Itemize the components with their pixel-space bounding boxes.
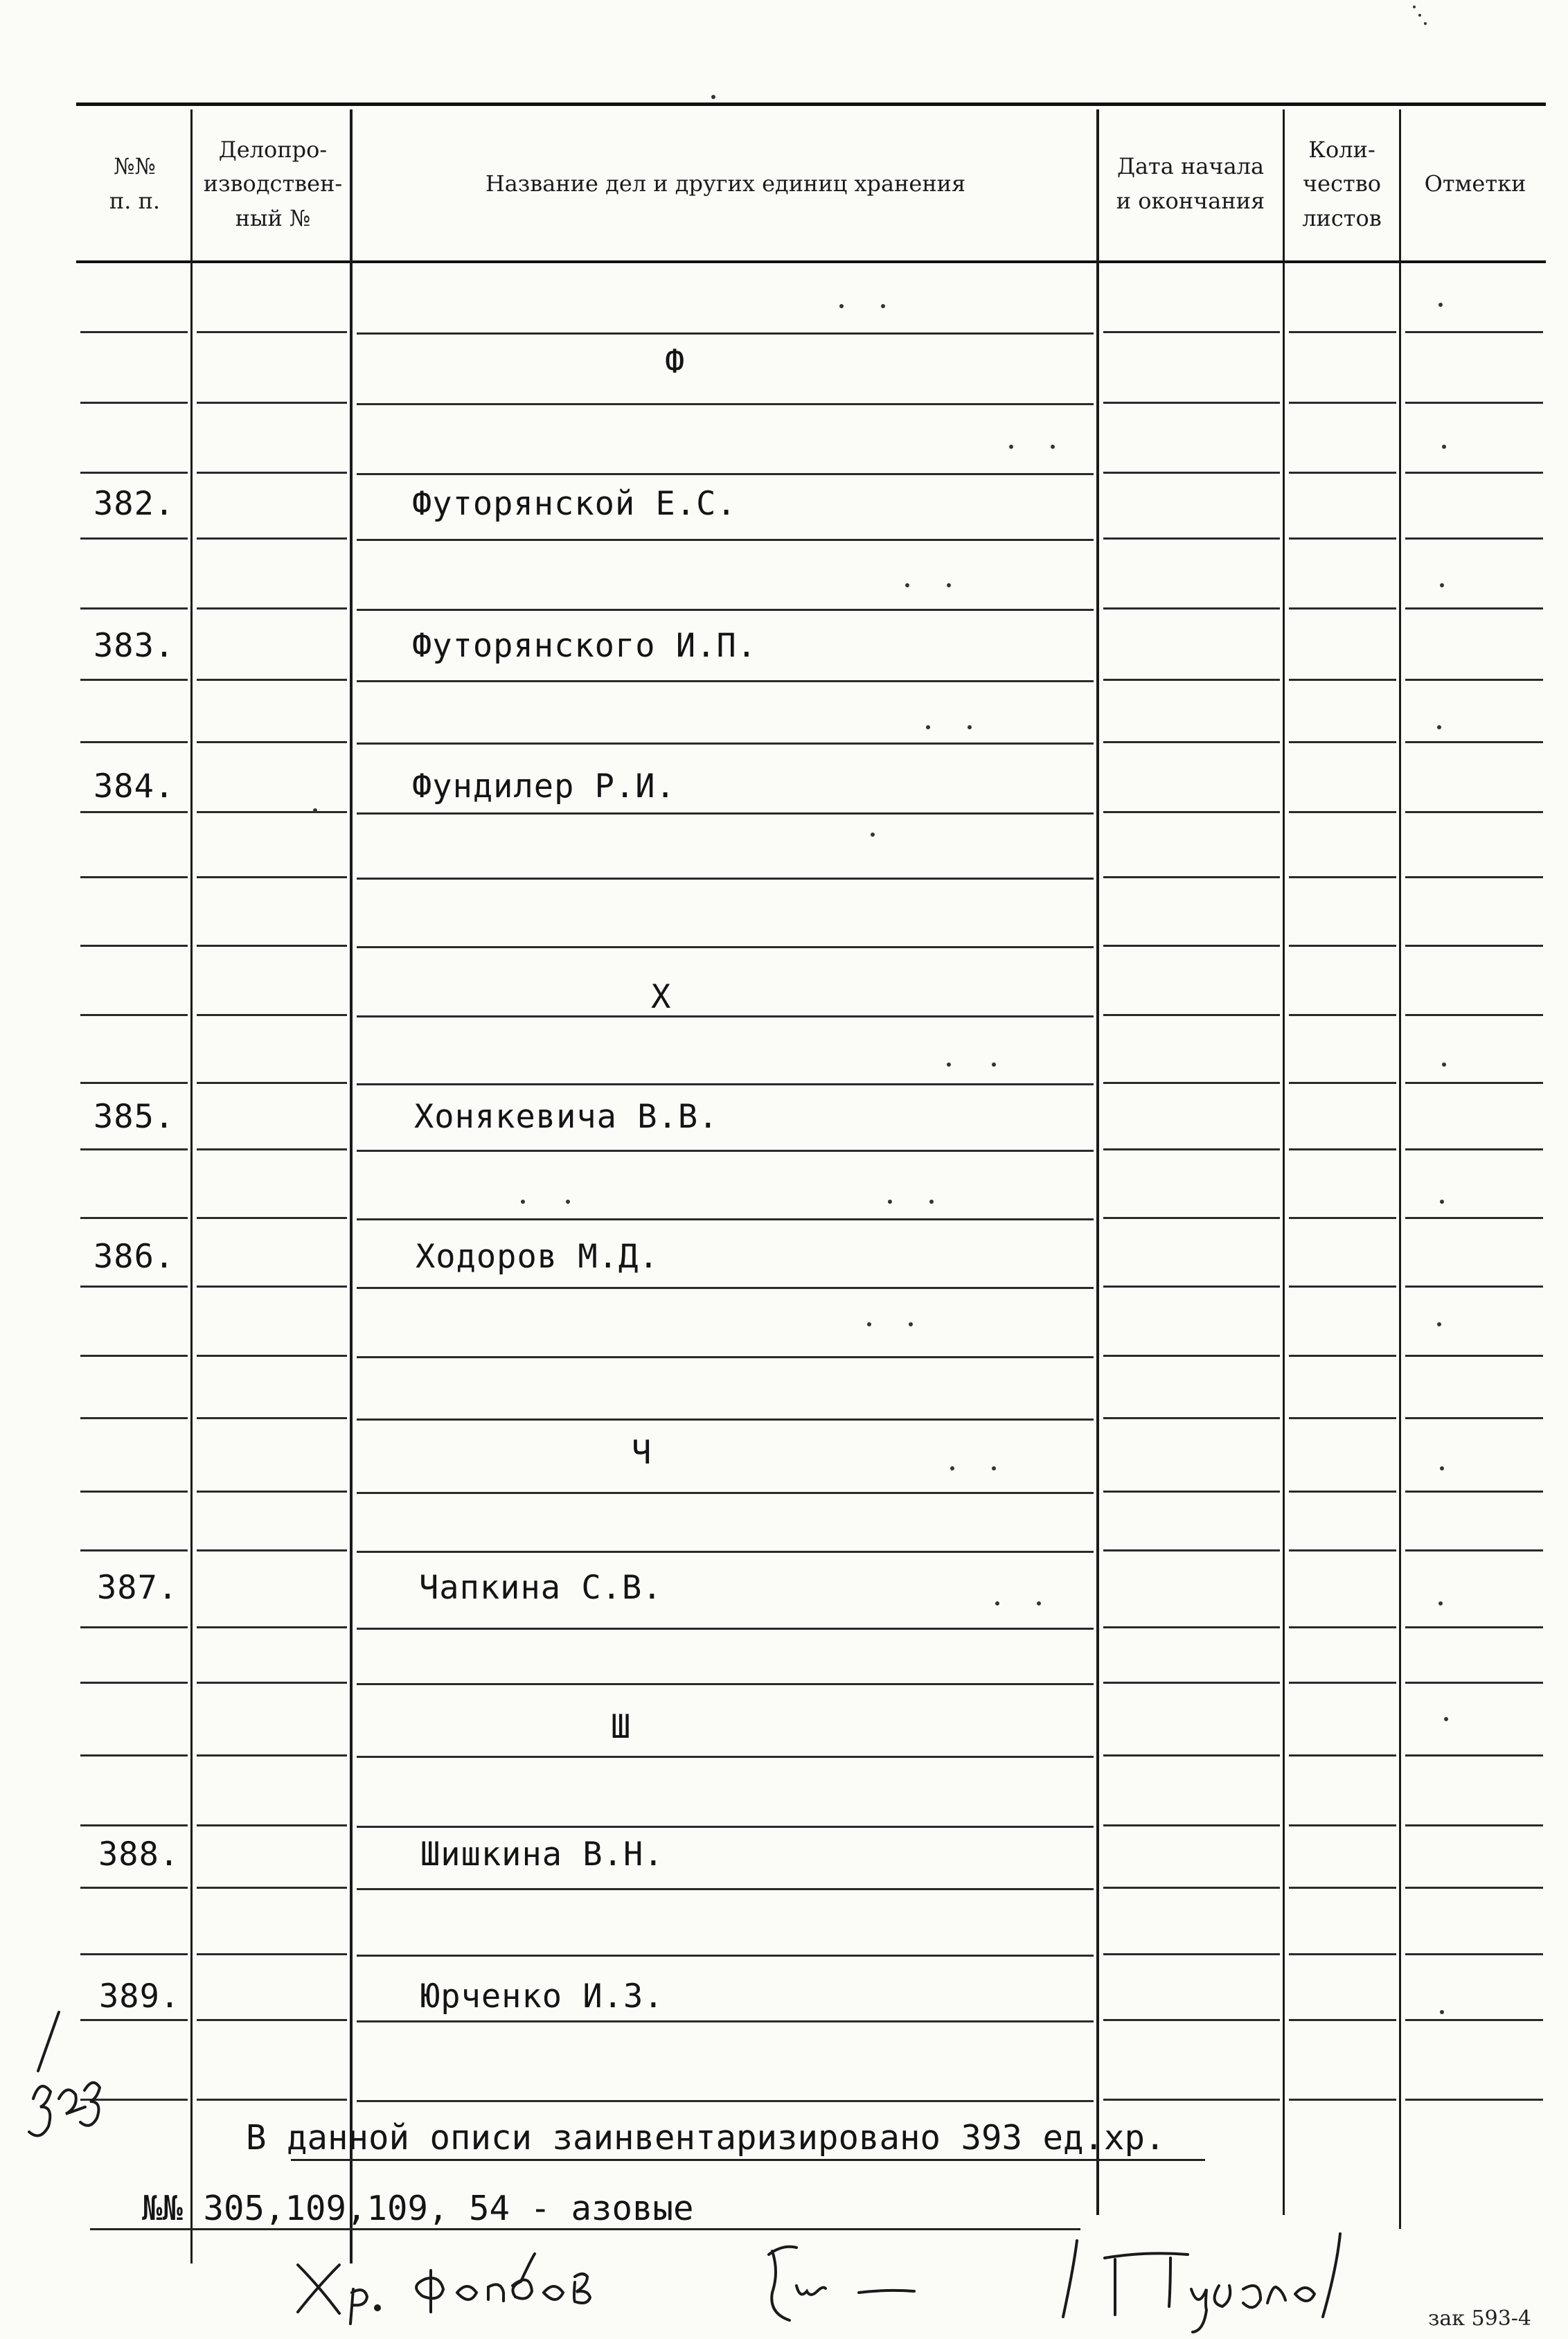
- header-notes-text: Отметки: [1424, 170, 1526, 197]
- entry-number: 387.: [97, 1569, 179, 1607]
- letter-heading-f: Ф: [665, 343, 685, 381]
- entry-number: 389.: [99, 1977, 181, 2016]
- header-number-line1: №№: [114, 153, 156, 180]
- entry-title: Футорянской Е.С.: [412, 485, 737, 523]
- header-office-line1: Делопро-: [218, 136, 328, 163]
- letter-heading-ch: Ч: [632, 1434, 652, 1472]
- entry-number: 382.: [93, 485, 175, 523]
- entry-number: 383.: [93, 627, 175, 665]
- header-office-line3: ный №: [235, 204, 311, 231]
- header-sheets-line3: листов: [1302, 204, 1382, 231]
- header-sheets-line1: Коли-: [1308, 136, 1375, 163]
- entry-title: Чапкина С.В.: [419, 1569, 663, 1607]
- entry-title: Фундилер Р.И.: [412, 767, 676, 806]
- header-dates-line2: и окончания: [1116, 188, 1265, 214]
- inventory-numbers-line: №№ 305,109,109, 54 - азовые: [142, 2189, 694, 2228]
- header-title-text: Название дел и других единиц хранения: [485, 170, 966, 197]
- header-office-line2: изводствен-: [203, 170, 343, 197]
- entry-title: Футорянского И.П.: [412, 627, 758, 665]
- entry-title: Ходоров М.Д.: [416, 1238, 659, 1276]
- entry-number: 388.: [98, 1835, 180, 1874]
- header-sheets-line2: чество: [1303, 170, 1381, 197]
- entry-title: Хонякевича В.В.: [414, 1098, 719, 1136]
- entry-number: 384.: [93, 767, 175, 806]
- entry-title: Шишкина В.Н.: [420, 1835, 664, 1874]
- entry-number: 386.: [93, 1238, 175, 1276]
- letter-heading-sh: Ш: [611, 1708, 631, 1746]
- header-dates-line1: Дата начала: [1116, 153, 1265, 180]
- entry-title: Юрченко И.З.: [420, 1977, 664, 2016]
- inventory-total-line: В данной описи заинвентаризировано 393 ед.хр.: [246, 2118, 1166, 2158]
- order-number-stamp: зак 593-4: [1428, 2306, 1532, 2331]
- header-number-line2: п. п.: [109, 188, 161, 214]
- entry-number: 385.: [93, 1098, 175, 1136]
- letter-heading-kh: Х: [651, 978, 671, 1016]
